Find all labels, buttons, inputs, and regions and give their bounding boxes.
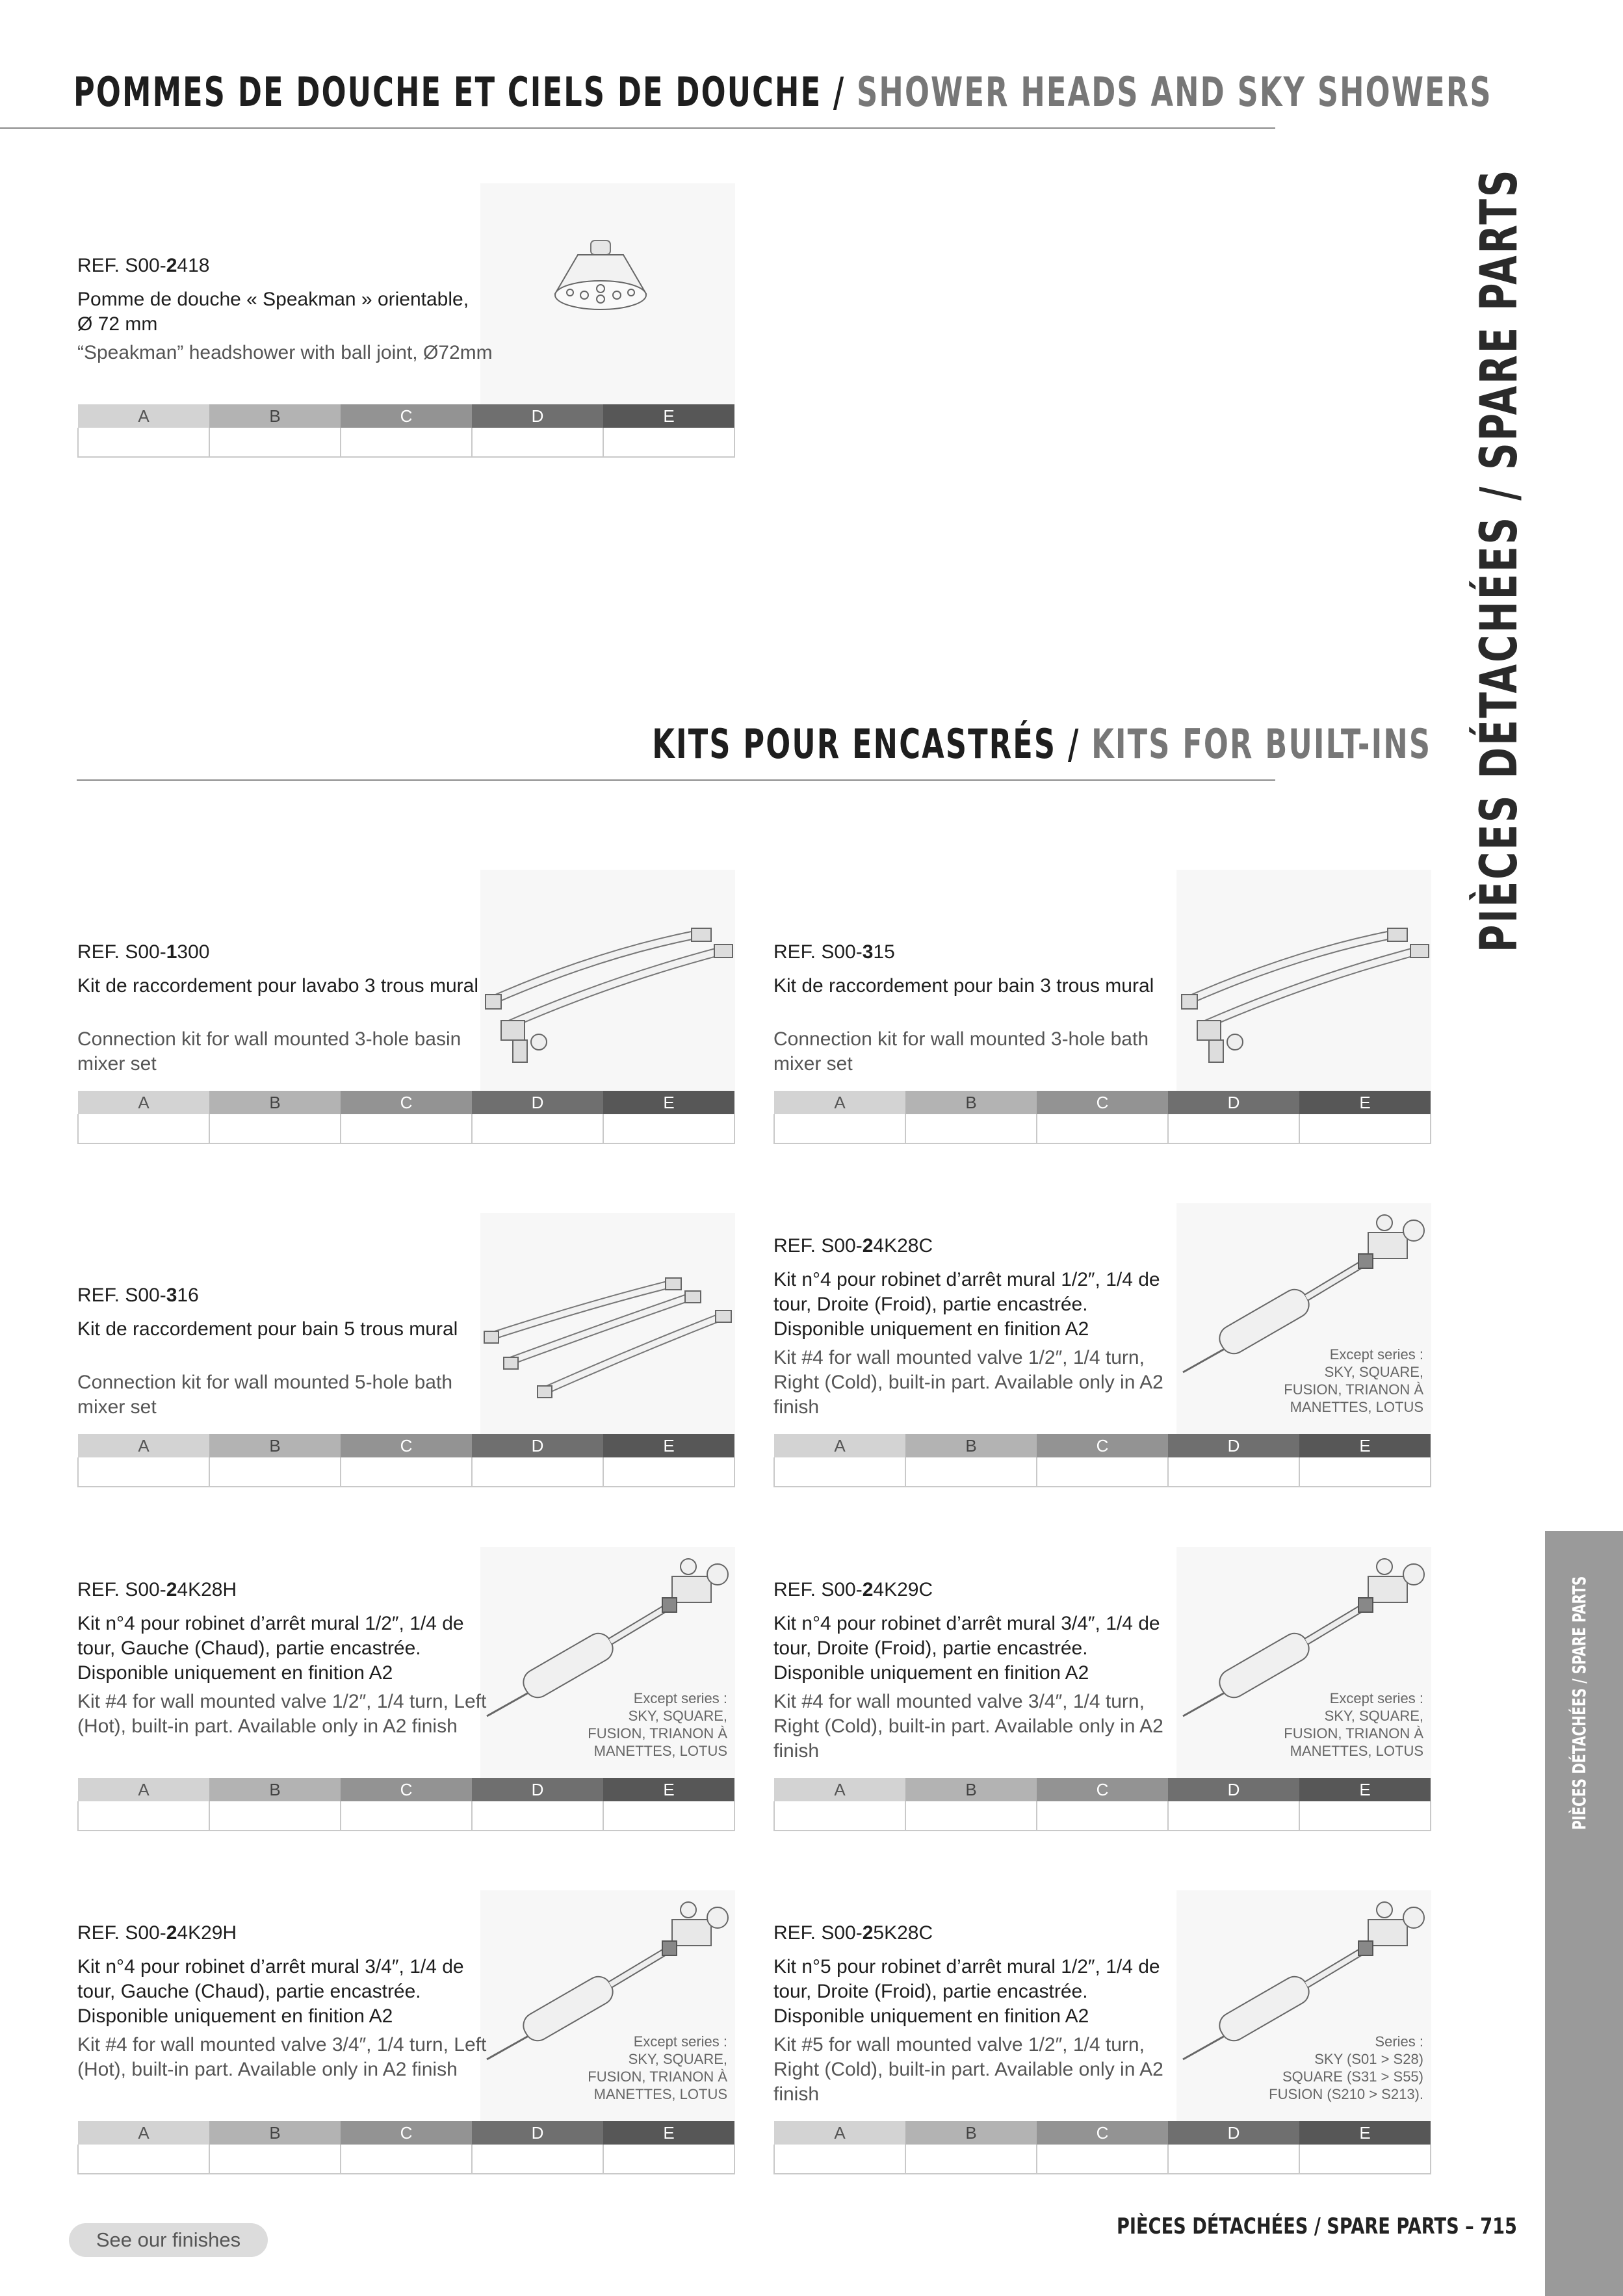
- finish-cell-d: [472, 2145, 603, 2174]
- section-heading-separator: /: [1056, 720, 1091, 768]
- finish-cell-a: [78, 2145, 209, 2174]
- finish-header-a: A: [78, 1091, 209, 1114]
- finish-header-a: A: [774, 1434, 905, 1457]
- ref-suffix: 4K29C: [873, 1579, 933, 1600]
- series-note: Except series : SKY, SQUARE, FUSION, TRIANON À MANETTES, LOTUS: [1284, 1690, 1423, 1759]
- ref-suffix: 4K29H: [177, 1922, 237, 1944]
- finish-header-b: B: [209, 404, 341, 428]
- finish-cell-c: [341, 2145, 472, 2174]
- finish-header-d: D: [472, 1091, 603, 1114]
- ref-bold-digit: 1: [166, 941, 177, 963]
- ref-prefix: REF. S00-: [773, 1235, 863, 1257]
- finish-header-c: C: [341, 1091, 472, 1114]
- ref-bold-digit: 2: [166, 1922, 177, 1944]
- finish-cell-b: [209, 2145, 341, 2174]
- finish-header-e: E: [603, 1091, 734, 1114]
- finish-cell-c: [1037, 2145, 1168, 2174]
- finish-header-e: E: [603, 1434, 734, 1457]
- finish-header-d: D: [1168, 1778, 1299, 1801]
- section-heading-en: KITS FOR BUILT-INS: [1091, 720, 1431, 768]
- finish-header-e: E: [1299, 2121, 1431, 2145]
- finish-header-e: E: [603, 1778, 734, 1801]
- finish-header-c: C: [1037, 1434, 1168, 1457]
- series-note: Except series : SKY, SQUARE, FUSION, TRIANON À MANETTES, LOTUS: [588, 1690, 727, 1759]
- finish-header-c: C: [1037, 1091, 1168, 1114]
- finish-header-c: C: [341, 2121, 472, 2145]
- ref-prefix: REF. S00-: [77, 1285, 166, 1306]
- product-desc-fr: Kit de raccordement pour bain 5 trous mural: [77, 1318, 458, 1340]
- product-desc-en: Kit #5 for wall mounted valve 1/2″, 1/4 turn, Right (Cold), built-in part. Available only in A2 finish: [773, 2034, 1163, 2105]
- ref-bold-digit: 2: [862, 1235, 874, 1257]
- series-note: Except series : SKY, SQUARE, FUSION, TRIANON À MANETTES, LOTUS: [1284, 1346, 1423, 1415]
- finish-header-e: E: [1299, 1091, 1431, 1114]
- finish-header-a: A: [78, 2121, 209, 2145]
- finish-header-c: C: [341, 1778, 472, 1801]
- product-desc-fr: Kit n°4 pour robinet d’arrêt mural 1/2″, 1/4 de tour, Gauche (Chaud), partie encastrée. Disponible uniquement en finition A2: [77, 1613, 464, 1684]
- side-title: PIÈCES DÉTACHÉES / SPARE PARTS: [1470, 168, 1529, 952]
- side-tab: [1545, 1531, 1623, 2296]
- product-ref: [773, 1922, 933, 1944]
- finish-cell-b: [905, 2145, 1037, 2174]
- product-desc-en: Kit #4 for wall mounted valve 3/4″, 1/4 turn, Left (Hot), built-in part. Available only in A2 finish: [77, 2034, 487, 2080]
- product-desc-en: Connection kit for wall mounted 3-hole basin mixer set: [77, 1028, 461, 1075]
- product-image: [480, 1890, 735, 2121]
- product-desc-fr: Pomme de douche « Speakman » orientable, Ø 72 mm: [77, 289, 469, 335]
- finish-header-d: D: [472, 2121, 603, 2145]
- finish-table: [77, 2121, 735, 2174]
- finish-header-d: D: [1168, 1434, 1299, 1457]
- finish-header-b: B: [209, 1091, 341, 1114]
- finish-header-b: B: [209, 1434, 341, 1457]
- ref-prefix: REF. S00-: [773, 1922, 863, 1944]
- ref-bold-digit: 2: [166, 1579, 177, 1600]
- finish-header-b: B: [905, 2121, 1037, 2145]
- section-heading-fr: POMMES DE DOUCHE ET CIELS DE DOUCHE: [73, 68, 822, 116]
- product-desc-fr: Kit n°4 pour robinet d’arrêt mural 1/2″, 1/4 de tour, Droite (Froid), partie encastrée. Disponible uniquement en finition A2: [773, 1269, 1160, 1340]
- finish-header-c: C: [341, 1434, 472, 1457]
- ref-bold-digit: 2: [862, 1922, 874, 1944]
- finish-header-d: D: [1168, 2121, 1299, 2145]
- finish-header-c: C: [1037, 1778, 1168, 1801]
- product-desc-fr: Kit de raccordement pour lavabo 3 trous mural: [77, 975, 478, 997]
- finish-header-d: D: [472, 1778, 603, 1801]
- finish-cell-e: [603, 2145, 734, 2174]
- finish-header-b: B: [209, 1778, 341, 1801]
- product-desc-en: Connection kit for wall mounted 3-hole bath mixer set: [773, 1028, 1149, 1075]
- finish-header-a: A: [78, 1434, 209, 1457]
- product-desc-en: Kit #4 for wall mounted valve 3/4″, 1/4 turn, Right (Cold), built-in part. Available only in A2 finish: [773, 1691, 1163, 1762]
- ref-bold-digit: 3: [862, 941, 874, 963]
- finish-header-a: A: [774, 1778, 905, 1801]
- finish-header-d: D: [1168, 1091, 1299, 1114]
- ref-suffix: 300: [177, 941, 210, 963]
- ref-prefix: REF. S00-: [773, 941, 863, 963]
- finish-cell-d: [1168, 2145, 1299, 2174]
- product-desc-fr: Kit n°4 pour robinet d’arrêt mural 3/4″, 1/4 de tour, Gauche (Chaud), partie encastrée. Disponible uniquement en finition A2: [77, 1956, 464, 2027]
- series-note: Series : SKY (S01 > S28) SQUARE (S31 > S55) FUSION (S210 > S213).: [1269, 2033, 1423, 2102]
- ref-prefix: REF. S00-: [773, 1579, 863, 1600]
- finish-header-d: D: [472, 404, 603, 428]
- ref-suffix: 15: [873, 941, 895, 963]
- ref-prefix: REF. S00-: [77, 1922, 166, 1944]
- section-heading-separator: /: [822, 68, 857, 116]
- ref-suffix: 4K28H: [177, 1579, 237, 1600]
- product-desc-en: Kit #4 for wall mounted valve 1/2″, 1/4 turn, Left (Hot), built-in part. Available only in A2 finish: [77, 1691, 487, 1737]
- finish-cell-a: [774, 2145, 905, 2174]
- ref-prefix: REF. S00-: [77, 255, 166, 276]
- ref-suffix: 4K28C: [873, 1235, 933, 1257]
- finish-header-b: B: [905, 1434, 1037, 1457]
- finish-header-e: E: [1299, 1778, 1431, 1801]
- finish-header-c: C: [1037, 2121, 1168, 2145]
- finish-header-e: E: [1299, 1434, 1431, 1457]
- finish-header-a: A: [774, 1091, 905, 1114]
- finish-header-e: E: [603, 404, 734, 428]
- product-ref: [77, 1922, 237, 1944]
- finish-header-a: A: [774, 2121, 905, 2145]
- section-heading-en: SHOWER HEADS AND SKY SHOWERS: [857, 68, 1492, 116]
- finish-header-d: D: [472, 1434, 603, 1457]
- ref-bold-digit: 2: [862, 1579, 874, 1600]
- finish-table: [773, 2121, 1431, 2174]
- finish-cell-e: [1299, 2145, 1431, 2174]
- ref-prefix: REF. S00-: [77, 941, 166, 963]
- finish-header-b: B: [905, 1778, 1037, 1801]
- ref-prefix: REF. S00-: [77, 1579, 166, 1600]
- product-desc-fr: Kit de raccordement pour bain 3 trous mural: [773, 975, 1154, 997]
- finish-header-b: B: [209, 2121, 341, 2145]
- ref-suffix: 418: [177, 255, 210, 276]
- ref-bold-digit: 3: [166, 1285, 177, 1306]
- finish-header-a: A: [78, 1778, 209, 1801]
- product-image: [1176, 1890, 1431, 2121]
- finish-header-c: C: [341, 404, 472, 428]
- product-desc-fr: Kit n°4 pour robinet d’arrêt mural 3/4″, 1/4 de tour, Droite (Froid), partie encastrée. Disponible uniquement en finition A2: [773, 1613, 1160, 1684]
- ref-suffix: 5K28C: [873, 1922, 933, 1944]
- product-item: [77, 0, 735, 2296]
- series-note: Except series : SKY, SQUARE, FUSION, TRIANON À MANETTES, LOTUS: [588, 2033, 727, 2102]
- finish-header-a: A: [78, 404, 209, 428]
- ref-bold-digit: 2: [166, 255, 177, 276]
- see-finishes-button[interactable]: See our finishes: [69, 2223, 268, 2257]
- page-footer: PIÈCES DÉTACHÉES / SPARE PARTS – 715: [1117, 2213, 1517, 2239]
- product-desc-en: Connection kit for wall mounted 5-hole bath mixer set: [77, 1372, 453, 1418]
- product-desc-fr: Kit n°5 pour robinet d’arrêt mural 1/2″, 1/4 de tour, Droite (Froid), partie encastrée. Disponible uniquement en finition A2: [773, 1956, 1160, 2027]
- section-heading-fr: KITS POUR ENCASTRÉS: [652, 720, 1057, 768]
- finish-header-b: B: [905, 1091, 1037, 1114]
- ref-suffix: 16: [177, 1285, 199, 1306]
- finish-header-e: E: [603, 2121, 734, 2145]
- product-desc-en: “Speakman” headshower with ball joint, Ø72mm: [77, 342, 493, 363]
- product-desc-en: Kit #4 for wall mounted valve 1/2″, 1/4 turn, Right (Cold), built-in part. Available only in A2 finish: [773, 1347, 1163, 1418]
- side-tab-label: PIÈCES DÉTACHÉES / SPARE PARTS: [1568, 1576, 1590, 1830]
